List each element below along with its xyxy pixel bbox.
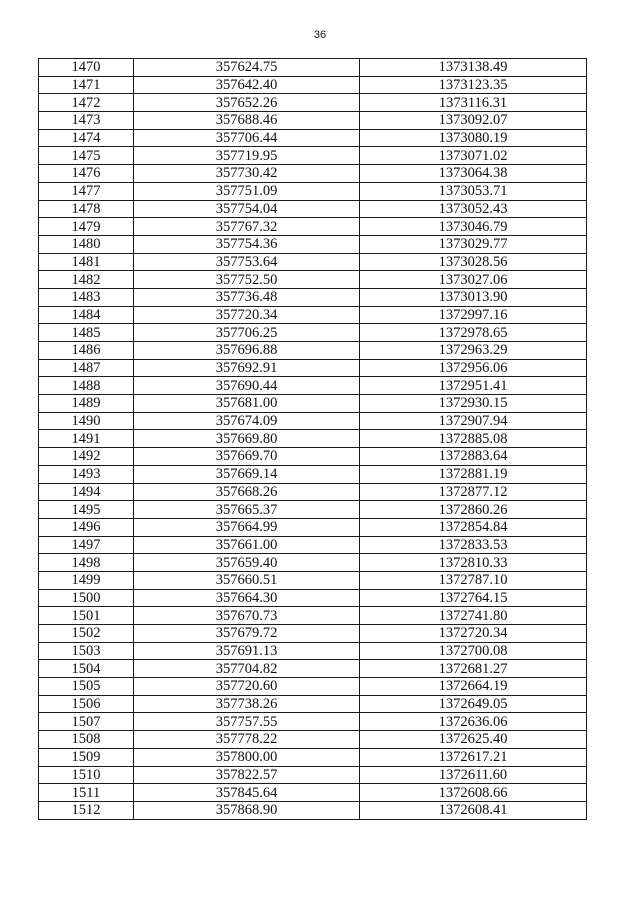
y-coordinate-cell: 1373071.02 — [360, 147, 587, 165]
y-coordinate-cell: 1372877.12 — [360, 483, 587, 501]
table-row — [39, 76, 587, 94]
point-number-cell: 1478 — [39, 200, 134, 218]
table-row — [39, 112, 587, 130]
y-coordinate-cell: 1373064.38 — [360, 165, 587, 183]
y-coordinate-cell: 1372764.15 — [360, 589, 587, 607]
table-row — [39, 165, 587, 183]
point-number-cell: 1510 — [39, 766, 134, 784]
table-row — [39, 695, 587, 713]
table-row — [39, 342, 587, 360]
y-coordinate-cell: 1373027.06 — [360, 271, 587, 289]
y-coordinate-cell: 1372881.19 — [360, 465, 587, 483]
point-number-cell: 1499 — [39, 571, 134, 589]
x-coordinate-cell: 357669.70 — [134, 448, 360, 466]
table-row — [39, 642, 587, 660]
point-number-cell: 1488 — [39, 377, 134, 395]
x-coordinate-cell: 357845.64 — [134, 784, 360, 802]
y-coordinate-cell: 1372741.80 — [360, 607, 587, 625]
table-row — [39, 324, 587, 342]
y-coordinate-cell: 1373028.56 — [360, 253, 587, 271]
point-number-cell: 1473 — [39, 112, 134, 130]
y-coordinate-cell: 1372956.06 — [360, 359, 587, 377]
table-row — [39, 59, 587, 77]
x-coordinate-cell: 357704.82 — [134, 660, 360, 678]
point-number-cell: 1501 — [39, 607, 134, 625]
point-number-cell: 1498 — [39, 554, 134, 572]
table-row — [39, 377, 587, 395]
point-number-cell: 1486 — [39, 342, 134, 360]
table-row — [39, 518, 587, 536]
point-number-cell: 1493 — [39, 465, 134, 483]
table-row — [39, 625, 587, 643]
x-coordinate-cell: 357706.44 — [134, 129, 360, 147]
coordinates-table — [38, 58, 587, 820]
table-row — [39, 94, 587, 112]
y-coordinate-cell: 1372617.21 — [360, 748, 587, 766]
x-coordinate-cell: 357754.36 — [134, 235, 360, 253]
point-number-cell: 1508 — [39, 731, 134, 749]
point-number-cell: 1496 — [39, 518, 134, 536]
point-number-cell: 1470 — [39, 59, 134, 77]
x-coordinate-cell: 357652.26 — [134, 94, 360, 112]
x-coordinate-cell: 357751.09 — [134, 182, 360, 200]
x-coordinate-cell: 357664.30 — [134, 589, 360, 607]
point-number-cell: 1492 — [39, 448, 134, 466]
point-number-cell: 1476 — [39, 165, 134, 183]
point-number-cell: 1490 — [39, 412, 134, 430]
point-number-cell: 1479 — [39, 218, 134, 236]
x-coordinate-cell: 357696.88 — [134, 342, 360, 360]
point-number-cell: 1485 — [39, 324, 134, 342]
table-row — [39, 713, 587, 731]
point-number-cell: 1481 — [39, 253, 134, 271]
x-coordinate-cell: 357757.55 — [134, 713, 360, 731]
x-coordinate-cell: 357719.95 — [134, 147, 360, 165]
y-coordinate-cell: 1373052.43 — [360, 200, 587, 218]
y-coordinate-cell: 1373013.90 — [360, 288, 587, 306]
table-row — [39, 801, 587, 819]
table-row — [39, 395, 587, 413]
point-number-cell: 1503 — [39, 642, 134, 660]
table-row — [39, 731, 587, 749]
x-coordinate-cell: 357642.40 — [134, 76, 360, 94]
point-number-cell: 1507 — [39, 713, 134, 731]
table-row — [39, 571, 587, 589]
x-coordinate-cell: 357659.40 — [134, 554, 360, 572]
y-coordinate-cell: 1372608.66 — [360, 784, 587, 802]
table-row — [39, 200, 587, 218]
x-coordinate-cell: 357624.75 — [134, 59, 360, 77]
x-coordinate-cell: 357778.22 — [134, 731, 360, 749]
x-coordinate-cell: 357753.64 — [134, 253, 360, 271]
x-coordinate-cell: 357868.90 — [134, 801, 360, 819]
y-coordinate-cell: 1373123.35 — [360, 76, 587, 94]
x-coordinate-cell: 357720.34 — [134, 306, 360, 324]
table-row — [39, 483, 587, 501]
y-coordinate-cell: 1372608.41 — [360, 801, 587, 819]
y-coordinate-cell: 1372787.10 — [360, 571, 587, 589]
table-row — [39, 501, 587, 519]
x-coordinate-cell: 357738.26 — [134, 695, 360, 713]
x-coordinate-cell: 357669.80 — [134, 430, 360, 448]
y-coordinate-cell: 1372611.60 — [360, 766, 587, 784]
y-coordinate-cell: 1373116.31 — [360, 94, 587, 112]
x-coordinate-cell: 357688.46 — [134, 112, 360, 130]
x-coordinate-cell: 357661.00 — [134, 536, 360, 554]
x-coordinate-cell: 357668.26 — [134, 483, 360, 501]
table-row — [39, 235, 587, 253]
y-coordinate-cell: 1372978.65 — [360, 324, 587, 342]
table-row — [39, 147, 587, 165]
x-coordinate-cell: 357691.13 — [134, 642, 360, 660]
table-row — [39, 182, 587, 200]
y-coordinate-cell: 1373092.07 — [360, 112, 587, 130]
y-coordinate-cell: 1372997.16 — [360, 306, 587, 324]
table-row — [39, 129, 587, 147]
point-number-cell: 1500 — [39, 589, 134, 607]
table-row — [39, 465, 587, 483]
point-number-cell: 1511 — [39, 784, 134, 802]
y-coordinate-cell: 1372810.33 — [360, 554, 587, 572]
y-coordinate-cell: 1372885.08 — [360, 430, 587, 448]
table-row — [39, 412, 587, 430]
point-number-cell: 1494 — [39, 483, 134, 501]
y-coordinate-cell: 1372636.06 — [360, 713, 587, 731]
y-coordinate-cell: 1372720.34 — [360, 625, 587, 643]
x-coordinate-cell: 357767.32 — [134, 218, 360, 236]
point-number-cell: 1489 — [39, 395, 134, 413]
x-coordinate-cell: 357679.72 — [134, 625, 360, 643]
table-row — [39, 288, 587, 306]
point-number-cell: 1482 — [39, 271, 134, 289]
y-coordinate-cell: 1372833.53 — [360, 536, 587, 554]
table-row — [39, 748, 587, 766]
y-coordinate-cell: 1372854.84 — [360, 518, 587, 536]
point-number-cell: 1471 — [39, 76, 134, 94]
table-row — [39, 607, 587, 625]
y-coordinate-cell: 1373046.79 — [360, 218, 587, 236]
coordinates-table-body — [39, 59, 587, 820]
table-row — [39, 678, 587, 696]
point-number-cell: 1477 — [39, 182, 134, 200]
point-number-cell: 1495 — [39, 501, 134, 519]
point-number-cell: 1509 — [39, 748, 134, 766]
y-coordinate-cell: 1373080.19 — [360, 129, 587, 147]
y-coordinate-cell: 1372664.19 — [360, 678, 587, 696]
table-row — [39, 218, 587, 236]
table-row — [39, 271, 587, 289]
point-number-cell: 1502 — [39, 625, 134, 643]
y-coordinate-cell: 1373138.49 — [360, 59, 587, 77]
y-coordinate-cell: 1372907.94 — [360, 412, 587, 430]
point-number-cell: 1504 — [39, 660, 134, 678]
y-coordinate-cell: 1372951.41 — [360, 377, 587, 395]
point-number-cell: 1475 — [39, 147, 134, 165]
y-coordinate-cell: 1372930.15 — [360, 395, 587, 413]
y-coordinate-cell: 1372625.40 — [360, 731, 587, 749]
x-coordinate-cell: 357674.09 — [134, 412, 360, 430]
x-coordinate-cell: 357752.50 — [134, 271, 360, 289]
table-row — [39, 589, 587, 607]
table-row — [39, 536, 587, 554]
x-coordinate-cell: 357736.48 — [134, 288, 360, 306]
x-coordinate-cell: 357730.42 — [134, 165, 360, 183]
table-row — [39, 554, 587, 572]
y-coordinate-cell: 1372860.26 — [360, 501, 587, 519]
point-number-cell: 1512 — [39, 801, 134, 819]
page-number: 36 — [313, 29, 327, 41]
y-coordinate-cell: 1372681.27 — [360, 660, 587, 678]
table-row — [39, 766, 587, 784]
x-coordinate-cell: 357665.37 — [134, 501, 360, 519]
x-coordinate-cell: 357690.44 — [134, 377, 360, 395]
y-coordinate-cell: 1372649.05 — [360, 695, 587, 713]
point-number-cell: 1483 — [39, 288, 134, 306]
x-coordinate-cell: 357670.73 — [134, 607, 360, 625]
table-row — [39, 660, 587, 678]
x-coordinate-cell: 357800.00 — [134, 748, 360, 766]
point-number-cell: 1474 — [39, 129, 134, 147]
point-number-cell: 1487 — [39, 359, 134, 377]
table-row — [39, 359, 587, 377]
x-coordinate-cell: 357720.60 — [134, 678, 360, 696]
x-coordinate-cell: 357754.04 — [134, 200, 360, 218]
y-coordinate-cell: 1372963.29 — [360, 342, 587, 360]
y-coordinate-cell: 1373029.77 — [360, 235, 587, 253]
point-number-cell: 1484 — [39, 306, 134, 324]
table-row — [39, 253, 587, 271]
table-row — [39, 784, 587, 802]
x-coordinate-cell: 357664.99 — [134, 518, 360, 536]
point-number-cell: 1480 — [39, 235, 134, 253]
x-coordinate-cell: 357706.25 — [134, 324, 360, 342]
point-number-cell: 1491 — [39, 430, 134, 448]
x-coordinate-cell: 357660.51 — [134, 571, 360, 589]
y-coordinate-cell: 1372700.08 — [360, 642, 587, 660]
table-row — [39, 430, 587, 448]
x-coordinate-cell: 357669.14 — [134, 465, 360, 483]
point-number-cell: 1505 — [39, 678, 134, 696]
table-row — [39, 306, 587, 324]
table-row — [39, 448, 587, 466]
y-coordinate-cell: 1373053.71 — [360, 182, 587, 200]
point-number-cell: 1506 — [39, 695, 134, 713]
x-coordinate-cell: 357822.57 — [134, 766, 360, 784]
y-coordinate-cell: 1372883.64 — [360, 448, 587, 466]
point-number-cell: 1497 — [39, 536, 134, 554]
x-coordinate-cell: 357692.91 — [134, 359, 360, 377]
point-number-cell: 1472 — [39, 94, 134, 112]
x-coordinate-cell: 357681.00 — [134, 395, 360, 413]
